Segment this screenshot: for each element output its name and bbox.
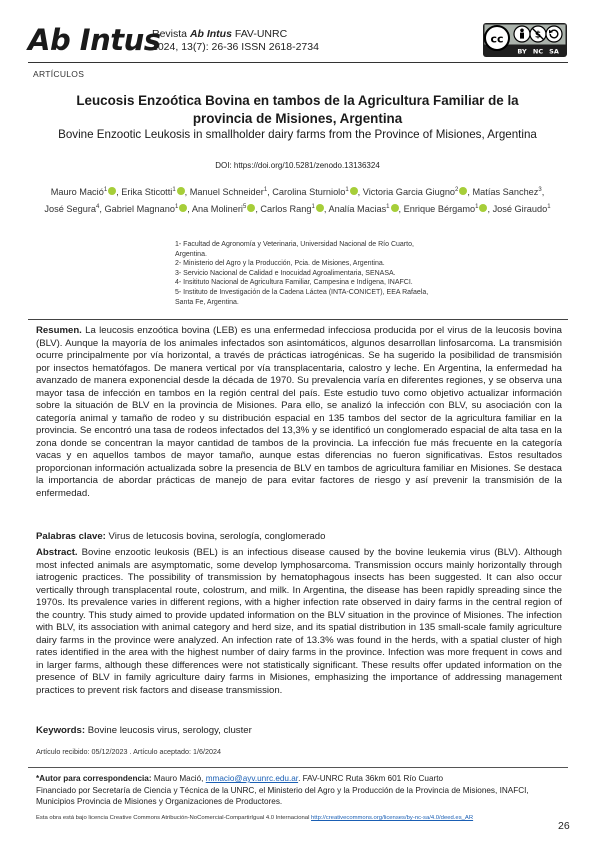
author-affiliation-number: 1 <box>311 204 315 211</box>
journal-logo: Ab Intus <box>28 23 161 57</box>
resumen-label: Resumen. <box>36 325 82 336</box>
keywords-english: Keywords: Bovine leucosis virus, serology, cluster <box>36 725 252 736</box>
author-affiliation-number: 1 <box>263 187 268 193</box>
orcid-icon[interactable] <box>459 187 467 195</box>
orcid-icon[interactable] <box>316 204 324 212</box>
author-affiliation-number: 1 <box>172 187 176 193</box>
author-name: Erika Sticotti <box>121 187 173 198</box>
title-spanish: Leucosis Enzoótica Bovina en tambos de la Agricultura Familiar de la provincia de Misiones, Argentina <box>76 93 519 126</box>
author-affiliation-number: 1 <box>345 187 349 193</box>
author-name: Gabriel Magnano <box>104 204 175 215</box>
affiliation-item: 2- Ministerio del Agro y la Producción, Pcia. de Misiones, Argentina. <box>175 260 385 268</box>
abstract-text: Bovine enzootic leukosis (BEL) is an infectious disease caused by the bovine leukemia virus (BLV). Although most infected animals are asymptomatic, some develop lymphosarcoma. Transmission occurs mainly horizontally through iatrogenic practices. The possibility of transmission by hematophagous insects has been suggested. It can also occur vertically through transplacental route, colostrum, and milk. In Argentina, the disease has been rapidly spreading since the 1970s. Its prevalence varies in different regions, with a higher infection rate observed in dairy farms in the central region of the country. This study aimed to provide updated information on the BLV situation in the province of Misiones. The infection with BLV, its association with animal category and herd size, and its spatial distribution in 135 small-scale family agriculture dairy farms in the province were analyzed. An infection rate of 13.3% was found in the herds, with a spatial cluster of high rates identified in the area with the highest number of dairy farms in the province. Infection was more frequent in cows and in larger farms, although these differences were not statistically significant. These results offer updated information on the presence of BLV in family agriculture dairy farms in Misiones, emphasizing the importance of addressing management practices to prevent risk factors and disease transmission. <box>36 547 563 696</box>
section-label: ARTÍCULOS <box>33 69 85 79</box>
svg-text:$: $ <box>534 30 542 41</box>
title-english: Bovine Enzootic Leukosis in smallholder dairy farms from the Province of Misiones, Argentina <box>58 128 537 141</box>
author-affiliation-number: 3 <box>538 187 542 193</box>
author-affiliation-number: 2 <box>455 187 459 193</box>
by-label: BY <box>517 47 527 56</box>
keywords-spanish: Palabras clave: Virus de letucosis bovina, serología, conglomerado <box>36 531 326 542</box>
author-affiliation-number: 1 <box>475 204 479 211</box>
author-name: Carolina Sturniolo <box>272 187 346 198</box>
author-affiliation-number: 1 <box>174 204 179 211</box>
journal-volume: 2024, 13(7): 26-36 ISSN 2618-2734 <box>152 41 319 53</box>
resumen-text: La leucosis enzoótica bovina (LEB) es una enfermedad infecciosa producida por el virus de la leucosis bovina (BLV). Aunque la mayoría de los animales infectados son asintomáticos, algunos desarrollan linfosarcoma. La transmisión ocurre principalmente por vía horizontal, a través de prácticas iatrogénicas. Se ha sugerido la posibilidad de transmisión por insectos hematófagos. De manera vertical por vía transplacentaria, calostro y leche. En Argentina, la enfermedad ha avanzado de manera exponencial desde la década de 1970. Su prevalencia varía en diferentes regiones, y se observa una mayor tasa de infección en tambos en la región central del país. Este estudio tuvo como objetivo actualizar información sobre la situación de BLV en la provincia de Misiones. Para ello, se analizó la infección con BLV, su asociación con la categoría animal y tamaño de rodeo y su distribución espacial en 135 tambos del sector de la agricultura familiar en la provincia. Se encontró una tasa de rodeos infectados del 13,3% y se identificó un conglomerado espacial de alta tasa en la zona donde se concentran la mayor cantidad de tambos de la provincia. La infección fue más frecuente en la categoría vacas y en aquellos tambos de mayor tamaño, aunque estas diferencias no fueron significativas. Estos resultados proporcionan información actualizada sobre la presencia de BLV en tambos de agricultura familiar en Misiones. Se destaca la importancia de abordar prácticas de manejo de para evitar factores de riesgo y así prevenir la transmisión de la enfermedad. <box>36 325 562 499</box>
sa-share-icon <box>546 26 562 42</box>
article-dates: Artículo recibido: 05/12/2023 . Artículo aceptado: 1/6/2024 <box>36 747 222 756</box>
author-affiliation-number: 4 <box>96 204 100 211</box>
author-affiliation-number: 1 <box>103 187 108 193</box>
nc-label: NC <box>532 47 544 56</box>
orcid-icon[interactable] <box>179 204 187 212</box>
license-link[interactable]: http://creativecommons.org/licenses/by-nc-sa/4.0/deed.es_AR <box>311 815 474 821</box>
cc-license-badge[interactable] <box>483 23 567 57</box>
corr-label: *Autor para correspondencia: <box>36 774 152 783</box>
author-name: Victoria Garcia Giugno <box>362 187 456 198</box>
resumen-paragraph <box>36 325 562 500</box>
orcid-icon[interactable] <box>247 204 255 212</box>
author-name: Analía Macias <box>328 204 387 215</box>
orcid-icon[interactable] <box>350 187 358 195</box>
author-affiliation-number: 5 <box>242 204 247 211</box>
author-name: Carlos Rang <box>260 204 312 215</box>
orcid-icon[interactable] <box>108 187 116 195</box>
orcid-icon[interactable] <box>391 204 399 212</box>
abstract-paragraph <box>36 547 562 697</box>
orcid-icon[interactable] <box>177 187 185 195</box>
journal-info: Revista Ab Intus FAV-UNRC 2024, 13(7): 26-36 ISSN 2618-2734 <box>152 28 319 53</box>
author-list: Mauro Mació$^1$ , Erika Sticotti$^1$ , Manuel Schneider$^1$, Carolina Sturniolo$^1$ , Victoria Garcia Giugno$^2$ , Matías Sanchez$^3$, José Segura$^4$, Gabriel Magnano$^1$ , Ana Molineri$^5$ , Carlos Rang$^1$ , Analía Macias$^1$ , Enrique Bérgamo$^1$ , José Giraudo$^1$ <box>44 187 551 215</box>
author-affiliation-number: 1 <box>386 204 390 211</box>
footer-divider <box>28 767 568 768</box>
author-name: Ana Molineri <box>191 204 243 215</box>
affiliation-item: 3- Servicio Nacional de Calidad e Inocuidad Agroalimentaria, SENASA. <box>175 269 396 277</box>
corr-email-link[interactable]: mmacio@ayv.unrc.edu.ar <box>205 774 299 783</box>
funding-text: Financiado por Secretaría de Ciencia y Técnica de la UNRC, el Ministerio del Agro y la Producción de la Provincia de Misiones, INAFCI, Municipios Provincia de Misiones y Organizaciones de Productores. <box>36 785 529 806</box>
orcid-icon[interactable] <box>479 204 487 212</box>
affiliation-list <box>175 240 435 307</box>
page-number: 26 <box>558 820 570 832</box>
abstract-divider <box>28 319 568 320</box>
abstract-label: Abstract. <box>36 547 78 558</box>
correspondence-block: *Autor para correspondencia: Mauro Mació, mmacio@ayv.unrc.edu.ar. FAV-UNRC Ruta 36km 601 Río Cuarto Financiado por Secretaría de Ciencia y Técnica de la UNRC, el Ministerio del Agro y la Producción de la Provincia de Misiones, INAFCI, Municipios Provincia de Misiones y Organizaciones de Productores. <box>36 773 566 808</box>
sa-label: SA <box>549 47 559 56</box>
header-divider <box>28 62 568 63</box>
license-footer: Esta obra está bajo licencia Creative Commons Atribución-NoComercial-CompartirIgual 4.0 Internacional http://creativecommons.org/licenses/by-nc-sa/4.0/deed.es_AR <box>36 815 474 821</box>
author-name: Enrique Bérgamo <box>403 204 476 215</box>
author-name: Manuel Schneider <box>189 187 264 198</box>
corr-name: Mauro Mació, <box>153 774 204 783</box>
affiliation-item: 5- Instituto de Investigación de la Cadena Láctea (INTA-CONICET), EEA Rafaela, Santa Fe, Argentina. <box>175 288 429 306</box>
doi[interactable]: DOI: https://doi.org/10.5281/zenodo.13136324 <box>215 161 380 170</box>
author-affiliation-number: 1 <box>547 204 551 211</box>
author-name: José Segura <box>44 204 96 215</box>
author-name: Mauro Mació <box>50 187 104 198</box>
cc-icon-text: cc <box>490 32 504 46</box>
affiliation-item: 1- Facultad de Agronomía y Veterinaria, Universidad Nacional de Río Cuarto, Argentina. <box>175 241 414 258</box>
author-name: José Giraudo <box>492 204 548 215</box>
author-name: Matías Sanchez <box>472 187 539 198</box>
affiliation-item: 4- Insitituto Nacional de Agricultura Familiar, Campesina e Indígena, INAFCI. <box>175 279 413 287</box>
